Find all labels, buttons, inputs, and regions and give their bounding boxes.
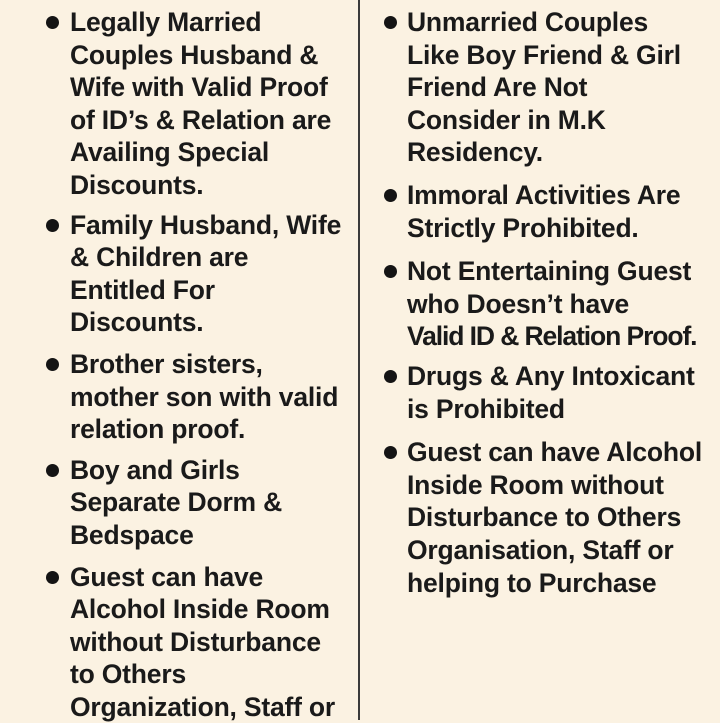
list-item [380,255,710,353]
list-item-line: Alcohol Inside Room [70,593,350,626]
list-item-line: Separate Dorm & [70,486,350,519]
list-item-line: relation proof. [70,413,350,446]
list-item-line: is Prohibited [407,393,710,426]
list-item-line: Bedspace [70,519,350,552]
list-item-line: Not Entertaining Guest [407,255,710,288]
bullet-dot-icon [384,16,397,29]
list-item-line: Inside Room without [407,469,710,502]
list-item-line: & Children are [70,241,350,274]
left-rules-list [0,6,350,723]
list-item-line: Entitled For [70,274,350,307]
list-item-line: Couples Husband & [70,39,350,72]
list-item-line: Guest can have [70,561,350,594]
list-item-line: helping to Purchase [407,567,710,600]
list-item [0,561,350,723]
list-item-line: Wife with Valid Proof [70,71,350,104]
list-item [380,436,710,599]
list-item-line: Consider in M.K [407,104,710,137]
list-item-line: Discounts. [70,306,350,339]
list-item-line: Discounts. [70,169,350,202]
bullet-dot-icon [46,16,59,29]
bullet-dot-icon [46,571,59,584]
bullet-dot-icon [384,265,397,278]
list-item [0,348,350,446]
column-divider [358,0,360,720]
list-item-line: Availing Special [70,136,350,169]
list-item-line: Residency. [407,136,710,169]
bullet-dot-icon [46,219,59,232]
bullet-dot-icon [384,189,397,202]
list-item [380,360,710,425]
bullet-dot-icon [384,370,397,383]
list-item-line: without Disturbance [70,626,350,659]
list-item-line: Valid ID & Relation Proof. [407,320,710,353]
list-item-line: Disturbance to Others [407,501,710,534]
bullet-dot-icon [46,464,59,477]
list-item-line: Friend Are Not [407,71,710,104]
list-item-line: to Others [70,658,350,691]
list-item-line: of ID’s & Relation are [70,104,350,137]
list-item-line: Guest can have Alcohol [407,436,710,469]
list-item-line: mother son with valid [70,381,350,414]
list-item-line: Organization, Staff or [70,691,350,723]
list-item-line: Drugs & Any Intoxicant [407,360,710,393]
list-item [380,6,710,169]
list-item-line: Brother sisters, [70,348,350,381]
list-item-line: Immoral Activities Are [407,179,710,212]
right-rules-list [380,6,710,599]
list-item-line: who Doesn’t have [407,288,710,321]
list-item [0,6,350,202]
list-item-line: Strictly Prohibited. [407,212,710,245]
list-item-line: Unmarried Couples [407,6,710,39]
list-item-line: Family Husband, Wife [70,209,350,242]
list-item [0,209,350,339]
bullet-dot-icon [46,358,59,371]
list-item-line: Legally Married [70,6,350,39]
list-item-line: Organisation, Staff or [407,534,710,567]
list-item [0,454,350,552]
list-item [380,179,710,244]
list-item-line: Boy and Girls [70,454,350,487]
bullet-dot-icon [384,446,397,459]
list-item-line: Like Boy Friend & Girl [407,39,710,72]
